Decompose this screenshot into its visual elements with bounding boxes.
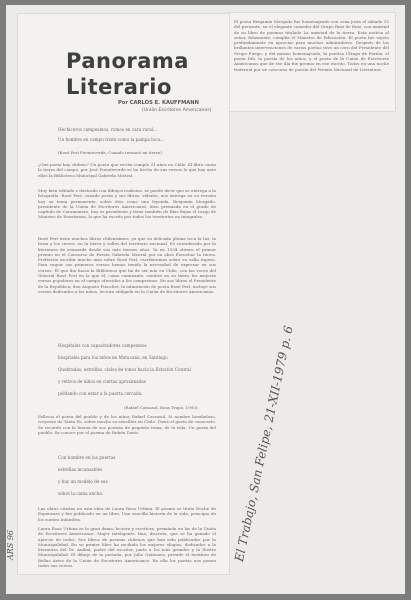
article-title-line2: Literario bbox=[66, 75, 172, 99]
poem-1-credit: (Rafael Cassasol, Rosa Trapo, 1993). bbox=[124, 405, 199, 410]
handwritten-source-note: El Trabajo, San Felipe, 21-XII-1979 p. 6 bbox=[232, 324, 296, 563]
poem-1-line: Hospitales con capacitadores campesinos bbox=[58, 343, 147, 348]
paragraph-5: Las obras citadas en esta obra de Laura Rosa Urbina. El poema se titula Noche de Esperanza y fue publicado en un libro. Una sencilla historia de la vida, principio de los sueños infantiles. bbox=[38, 506, 216, 522]
poem-2-line: sobre la cama ancha. bbox=[58, 491, 104, 496]
paragraph-2: Muy bien editado e ilustrado con dibujos realistas, se puede decir que se entrega a la fotografía. Rosé Perí, cuando poeta y sus libros, vidente, nos entrega en su versión hoy su tema permanente, sobre dios como una leyenda, Benjamín Morgado, presidente de la Unión de Escritores Americanos, bien premiada en el grado de capítulo de Caramanero, hoy es presidente y tiene también de Rías Bajas el cargo de Ministro de Enseñanza, lo que ha escrito por todos los territorios en integrales. bbox=[38, 188, 216, 220]
poem-1-line: poblando con estar a la puerta cercada. bbox=[58, 391, 143, 396]
poem-2-line: y hay un modelo de sus bbox=[58, 479, 108, 484]
paragraph-4: Fallecio el poeta del pueblo y de los niños Rafael Cassasol. Si nombre bondadoso, creyente de Tanta Fe, sobre mucho su sencillez en Chile. Tiene el gusto de conocerlo. Se recordó con la fuerza de sus poesías de pequeño tema, de la vida. Un poeta del pueblo. Se conoce por el poema de Rubén Darío. bbox=[38, 414, 216, 435]
poem-1-line: Quebradas, estrellas, cielos de tonos hacia la Estación Central bbox=[58, 367, 191, 372]
archive-code: ARS 96 bbox=[6, 529, 15, 560]
poem-1-line: hospitales para los niños en Matucana, en Santiago bbox=[58, 355, 168, 360]
paragraph-3: Rosé Perí tiene muchos libros chilenísimos, ya que su delicada pluma toca la luz, la brisa y los cerros, en la tierra y valles del territorio nacional. Es considerado por la literatura de avanzada desde sus más tiernos años. Ya en 1934 obtuvo el primer premio en el Concurso de Poesía Gabriela Mistral por su obra Escuchar la tierra. Preferiría escribir mucho más sobre Rosé Perí, escribiremos sobre su valla espesa. Para seguir sus primeros versos hemos tenido la necesidad de expresar en sus versos: El que iba hacia la Biblioteca que ha de ser mía en Chile, con las voces del General Rosé Perí en la que él, como caminante, sembró en su tierra los mejores versos populares en el campo ofrecidos a los campesinos. En sus libros el Presidente de la República, don Augusto Pinochet, la admiración de poeta Rosé Perí, incluye sus versos dedicados a los niños, lectura obligada en la Unión de Escritores Americanos. bbox=[38, 236, 216, 294]
poem-1-line: y retiros de niños en ciertas aproximadas bbox=[58, 379, 146, 384]
poem-2-line: Con hombre en las puertas bbox=[58, 455, 116, 460]
opening-verse-line: Hechiceros campesinos, romos en cara rural... bbox=[58, 127, 158, 132]
article-byline: Por CARLOS E. KAUFFMANN bbox=[118, 100, 199, 106]
side-clipping-text: El poeta Benjamín Morgado fue homenajeado con cena justa el sábado 15 del presente, en el elegante comedor del Grupo Ruiz de Ruiz, con amistad de su libro de poemas titulado La amistad de la tierra. Esta noticia al señor, felizmente, cumplía el Ministro de Educación. El poeta fue sujeto profundamente en apreciar para muchos admiradores. Después de las brillantes intervenciones de varios poetas tuvo un coro del Presidente del Grupo Fuego, y del mismo homenajeado, la poetisa Ulzaga de Fariña, el poeta Dib, la poesía de los niños, y el poeta de la Unión de Escritores Americanos que de ese día fue premio en ese escrito. Todos en una noche fraternal por un concurso de poesía del Premio Nacional de Literatura. bbox=[234, 19, 389, 72]
main-clipping bbox=[18, 14, 229, 574]
article-affiliation: (Unión Escritores Americanos) bbox=[142, 108, 212, 113]
side-clipping bbox=[228, 13, 395, 111]
paragraph-6: Laura Rosa Urbina es la gran dama, lectora y escritora, premiada en las de la Unión de Escritores Americanos. Mujer inteligente, fina, discreta, que se ha ganado el aprecio de todos. Sus libros de poemas chilenos que han sido publicados por la Municipalidad. En su primer libro ha recibido los mejores elogios, dedicados a la literatura del Dr. Aníbal, padre del escritor, junto a los más grandes y la Ilustre Municipalidad. El dibujo de la portada, por Julio Quiñones, preside el Instituto de Bellas Artes de la Unión de Escritores Americanos. En ella los poetas nos ponen todos sus versos. bbox=[38, 526, 216, 569]
opening-verse-line: Un hombre en campo triste como la pampa loca... bbox=[58, 137, 164, 142]
paragraph-1: ¿Qué poeta hay chileno? Un poeta que recién cumple 21 años en Chile. El libro canta la tierra del campo, por José Fuenteverde se ha hecho de sus versos lo que hay ante ellos la Biblioteca Municipal Gabriela Mistral. bbox=[38, 162, 216, 178]
opening-verse-credit: (Rosé Perí Fuenteverde, Cuando terminó mi tierra). bbox=[58, 150, 163, 155]
poem-2-line: estrellas incansables bbox=[58, 467, 103, 472]
article-title-line1: Panorama bbox=[66, 49, 189, 73]
